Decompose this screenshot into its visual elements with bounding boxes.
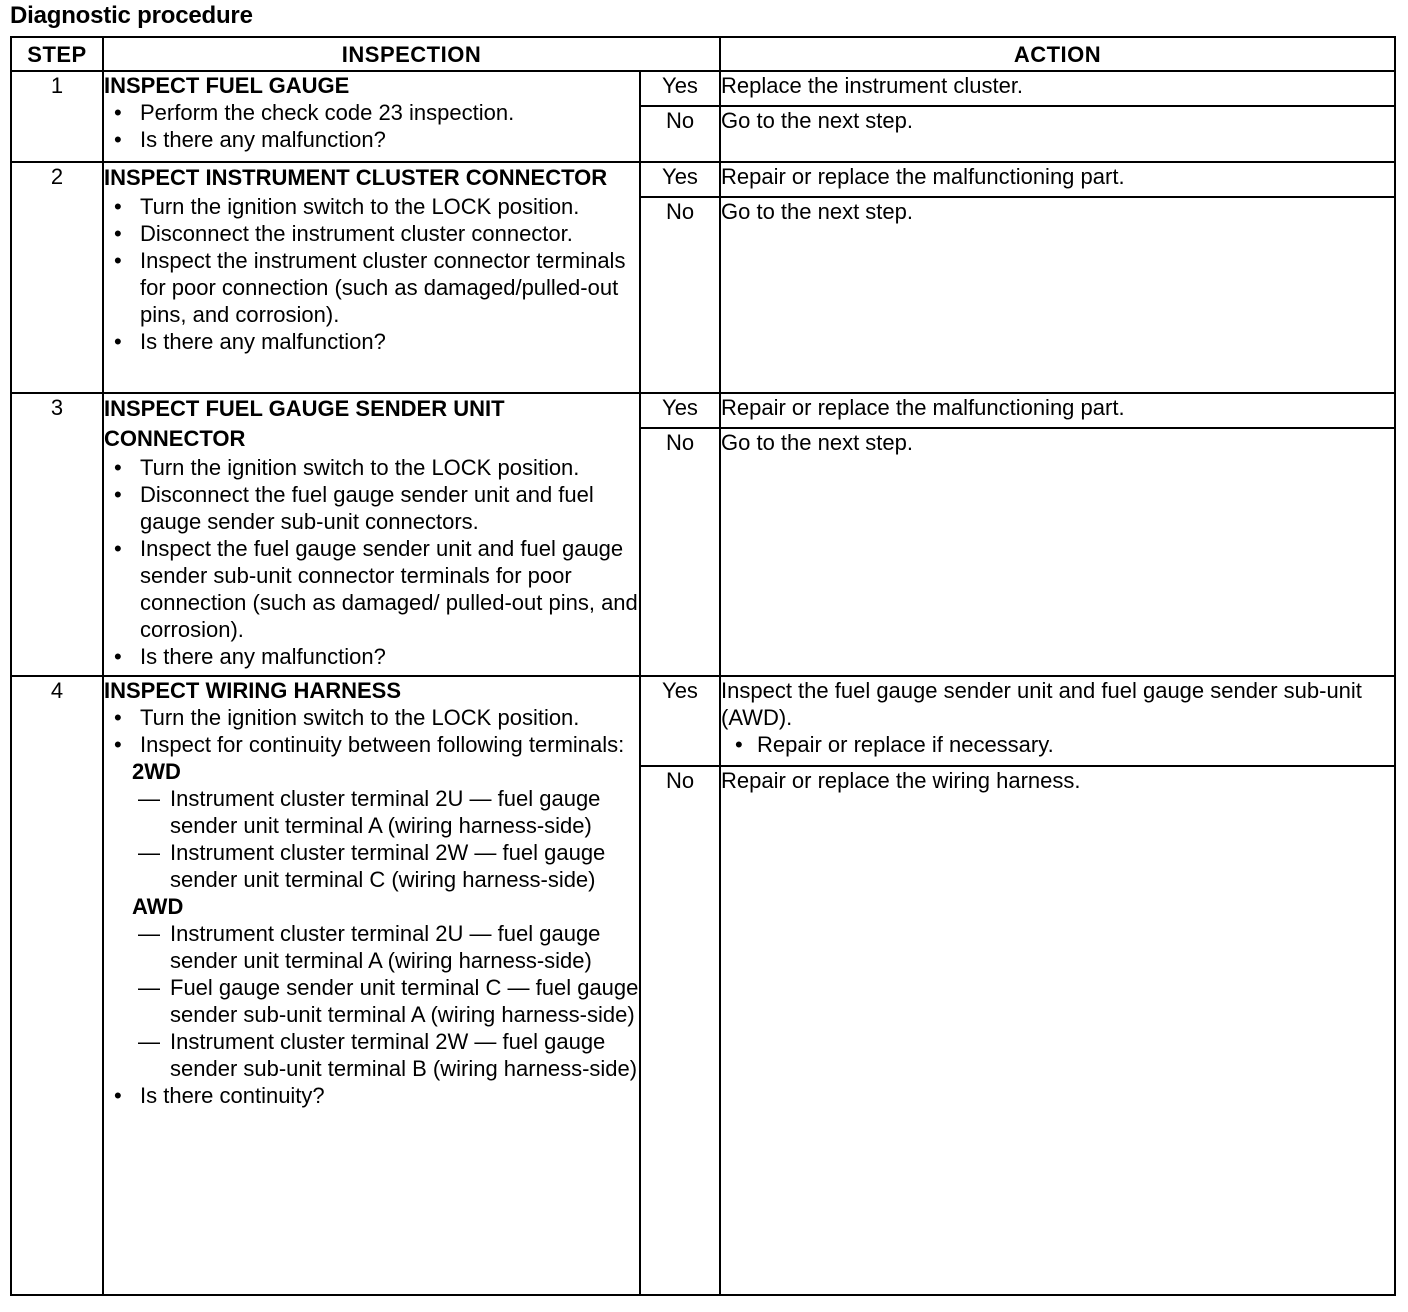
step-1-inspection [103,71,640,162]
inspection-bullet: • Perform the check code 23 inspection. [104,99,639,126]
inspection-bullet: • Is there continuity? [104,1082,639,1109]
step-3-inspection [103,393,640,676]
header-inspection: INSPECTION [103,37,720,71]
terminal-pair: — Instrument cluster terminal 2W — fuel gauge sender unit terminal C (wiring harness-side) [132,839,639,893]
step-4-inspection [103,676,640,1295]
step-2-yes-row [11,162,1395,197]
step-number: 1 [11,71,103,162]
inspection-bullet: • Turn the ignition switch to the LOCK position. [104,193,639,220]
yes-action: Replace the instrument cluster. [720,71,1395,106]
yes-label: Yes [640,676,720,766]
inspection-bullet: • Is there any malfunction? [104,643,639,670]
no-action: Repair or replace the wiring harness. [720,766,1395,1295]
inspection-bullet: • Disconnect the instrument cluster connector. [104,220,639,247]
step-number: 2 [11,162,103,393]
terminal-pair: — Instrument cluster terminal 2U — fuel gauge sender unit terminal A (wiring harness-side) [132,920,639,974]
step-number: 4 [11,676,103,1295]
header-action: ACTION [720,37,1395,71]
inspection-bullet: • Is there any malfunction? [104,328,639,355]
inspection-bullet: • Disconnect the fuel gauge sender unit and fuel gauge sender sub-unit connectors. [104,481,639,535]
group-label-awd: AWD [132,894,184,919]
terminal-pair: — Instrument cluster terminal 2W — fuel gauge sender sub-unit terminal B (wiring harness-side) [132,1028,639,1082]
terminal-pair: — Fuel gauge sender unit terminal C — fuel gauge sender sub-unit terminal A (wiring harness-side) [132,974,639,1028]
header-step: STEP [11,37,103,71]
yes-action: Repair or replace the malfunctioning part. [720,162,1395,197]
inspection-bullet: • Inspect for continuity between following terminals: [104,731,639,758]
yes-label: Yes [640,71,720,106]
step-1-yes-row [11,71,1395,106]
inspection-bullet: • Inspect the instrument cluster connector terminals for poor connection (such as damaged/pulled-out pins, and corrosion). [104,247,639,328]
yes-action-cell [720,676,1395,766]
no-label: No [640,197,720,393]
inspection-heading: INSPECT WIRING HARNESS [104,678,402,703]
no-label: No [640,106,720,162]
step-2-inspection [103,162,640,393]
diagnostic-table [10,36,1396,1296]
no-label: No [640,766,720,1295]
terminal-pair: — Instrument cluster terminal 2U — fuel gauge sender unit terminal A (wiring harness-side) [132,785,639,839]
inspection-heading: INSPECT INSTRUMENT CLUSTER CONNECTOR [104,165,608,190]
page-title: Diagnostic procedure [10,2,253,29]
inspection-bullet: • Is there any malfunction? [104,126,639,153]
group-label-2wd: 2WD [132,759,181,784]
yes-action: Inspect the fuel gauge sender unit and fuel gauge sender sub-unit (AWD). [721,678,1362,730]
step-4-yes-row [11,676,1395,766]
step-3-yes-row [11,393,1395,428]
no-label: No [640,428,720,676]
inspection-heading: INSPECT FUEL GAUGE [104,73,350,98]
yes-action-bullet: • Repair or replace if necessary. [721,731,1394,758]
yes-label: Yes [640,393,720,428]
inspection-heading: INSPECT FUEL GAUGE SENDER UNIT CONNECTOR [104,396,505,451]
yes-action: Repair or replace the malfunctioning part. [720,393,1395,428]
inspection-bullet: • Turn the ignition switch to the LOCK position. [104,454,639,481]
no-action: Go to the next step. [720,428,1395,676]
step-number: 3 [11,393,103,676]
no-action: Go to the next step. [720,197,1395,393]
no-action: Go to the next step. [720,106,1395,162]
inspection-bullet: • Inspect the fuel gauge sender unit and fuel gauge sender sub-unit connector terminals for poor connection (such as damaged/ pulled-out pins, and corrosion). [104,535,639,643]
yes-label: Yes [640,162,720,197]
inspection-bullet: • Turn the ignition switch to the LOCK position. [104,704,639,731]
header-row [11,37,1395,71]
